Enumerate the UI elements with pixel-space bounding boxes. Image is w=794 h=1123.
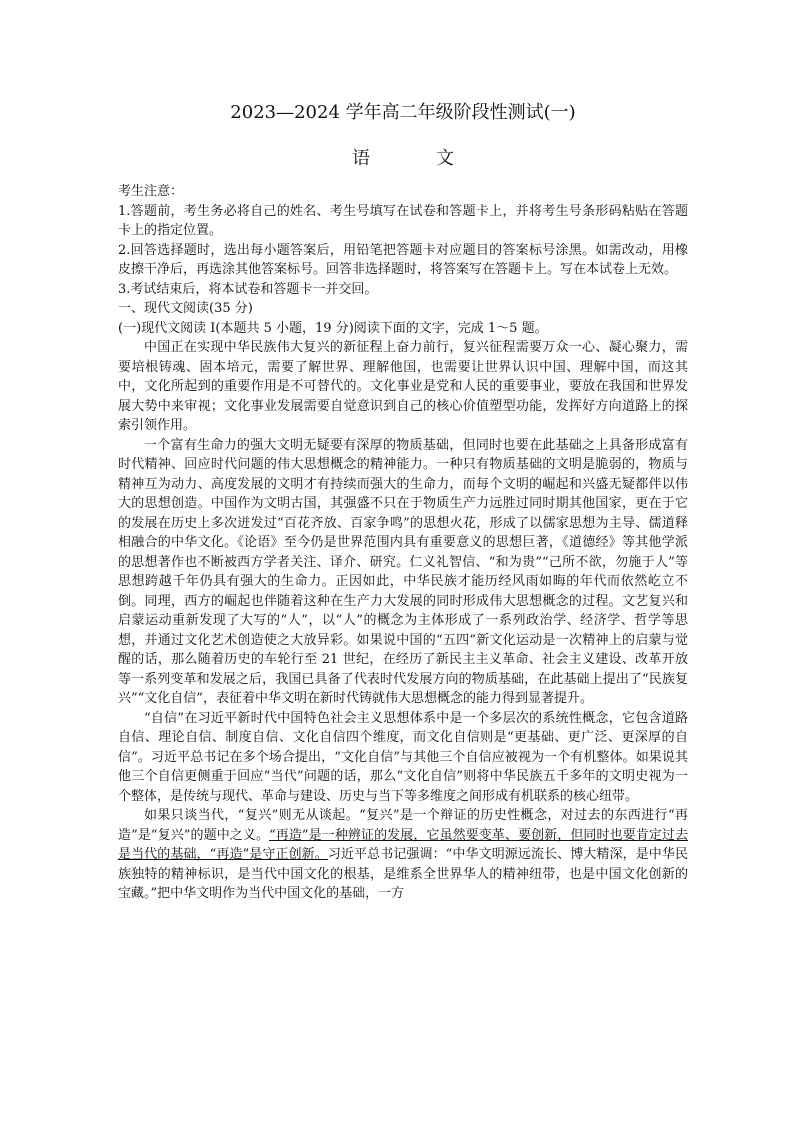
paragraph-4-tail: 习近平总书记强调：“中华文明源远流长、博大精深，是中华民族独特的精神标识，是当代中国文化的根基，是维系全世界华人的精神纽带，也是中国文化创新的宝藏。”把中华文明作为当代中国文化的基础，一方 [118,847,688,901]
section-title: 一、现代文阅读(35 分) [118,301,253,316]
notice-item-1: 1.答题前，考生务必将自己的姓名、考生号填写在试卷和答题卡上，并将考生号条形码粘贴在答题卡上的指定位置。 [118,203,688,238]
passage-paragraph-4 [118,806,688,904]
exam-title: 2023—2024 学年高二年级阶段性测试(一) [230,102,576,123]
notice-item-2: 2.回答选择题时，选出每小题答案后，用铅笔把答题卡对应题目的答案标号涂黑。如需改动，用橡皮擦干净后，再选涂其他答案标号。回答非选择题时，将答案写在答题卡上。写在本试卷上无效。 [118,242,688,277]
passage-paragraph-2: 一个富有生命力的强大文明无疑要有深厚的物质基础，但同时也要在此基础之上具备形成富有时代精神、回应时代问题的伟大思想概念的精神能力。一种只有物质基础的文明是脆弱的，物质与精神互为动力、高度发展的文明才有持续而强大的生命力，而每个文明的崛起和兴盛无疑都伴以伟大的思想创造。中国作为文明古国，其强盛不只在于物质生产力远胜过同时期其他国家，更在于它的发展在历史上多次迸发过“百花齐放、百家争鸣”的思想火花，形成了以儒家思想为主导、儒道释相融合的中华文化。《论语》至今仍是世界范围内具有重要意义的思想巨著，《道德经》等其他学派的思想著作也不断被西方学者关注、译介、研究。仁义礼智信、“和为贵”“己所不欲，勿施于人”等思想跨越千年仍具有强大的生命力。正因如此，中华民族才能历经风雨如晦的年代而依然屹立不倒。同理，西方的崛起也伴随着这种在生产力大发展的同时形成伟大思想概念的过程。文艺复兴和启蒙运动重新发现了大写的“人”，以“人”的概念为主体形成了一系列政治学、经济学、哲学等思想，并通过文化艺术创造使之大放异彩。如果说中国的“五四”新文化运动是一次精神上的启蒙与觉醒的话，那么随着历史的车轮行至 21 世纪，在经历了新民主主义革命、社会主义建设、改革开放等一系列变革和发展之后，我国已具备了代表时代发展方向的物质基础，在此基础上提出了“民族复兴”“文化自信”，表征着中华文明在新时代铸就伟大思想概念的能力得到显著提升。 [118,437,688,706]
passage-paragraph-1: 中国正在实现中华民族伟大复兴的新征程上奋力前行，复兴征程需要万众一心、凝心聚力，需要培根铸魂、固本培元，需要了解世界、理解他国，也需要让世界认识中国、理解中国，而这其中，文化所起到的重要作用是不可替代的。文化事业是党和人民的重要事业，要放在我国和世界发展大势中来审视；文化事业发展需要自觉意识到自己的核心价值塑型功能，发挥好方向道路上的探索引领作用。 [118,340,688,433]
notice-item-3: 3.考试结束后，将本试卷和答题卡一并交回。 [118,281,378,297]
notice-heading: 考生注意： [118,184,184,199]
subject-title: 语 文 [352,148,478,169]
passage-paragraph-3: “自信”在习近平新时代中国特色社会主义思想体系中是一个多层次的系统性概念，它包含道路自信、理论自信、制度自信、文化自信四个维度，而文化自信则是“更基础、更广泛、更深厚的自信”。习近平总书记在多个场合提出，“文化自信”与其他三个自信应被视为一个有机整体。如果说其他三个自信更侧重于回应“当代”问题的话，那么“文化自信”则将中华民族五千多年的文明史视为一个整体，是传统与现代、革命与建设、历史与当下等多维度之间形成有机联系的核心纽带。 [118,710,688,804]
exam-page [118,100,688,904]
underlined-sentence: “再造”是一种辨证的发展，它虽然要变革、要创新，但同时也要肯定过去是当代的基础，“再造”是守正创新。 [118,827,688,862]
paragraph-4-lead: 如果只谈当代，“复兴”则无从谈起。“复兴”是一个辩证的历史性概念，对过去的东西进行“再造”是“复兴”的题中之义。 [118,808,688,843]
section-subtitle: (一)现代文阅读 I(本题共 5 小题，19 分)阅读下面的文字，完成 1～5 题。 [118,320,548,336]
